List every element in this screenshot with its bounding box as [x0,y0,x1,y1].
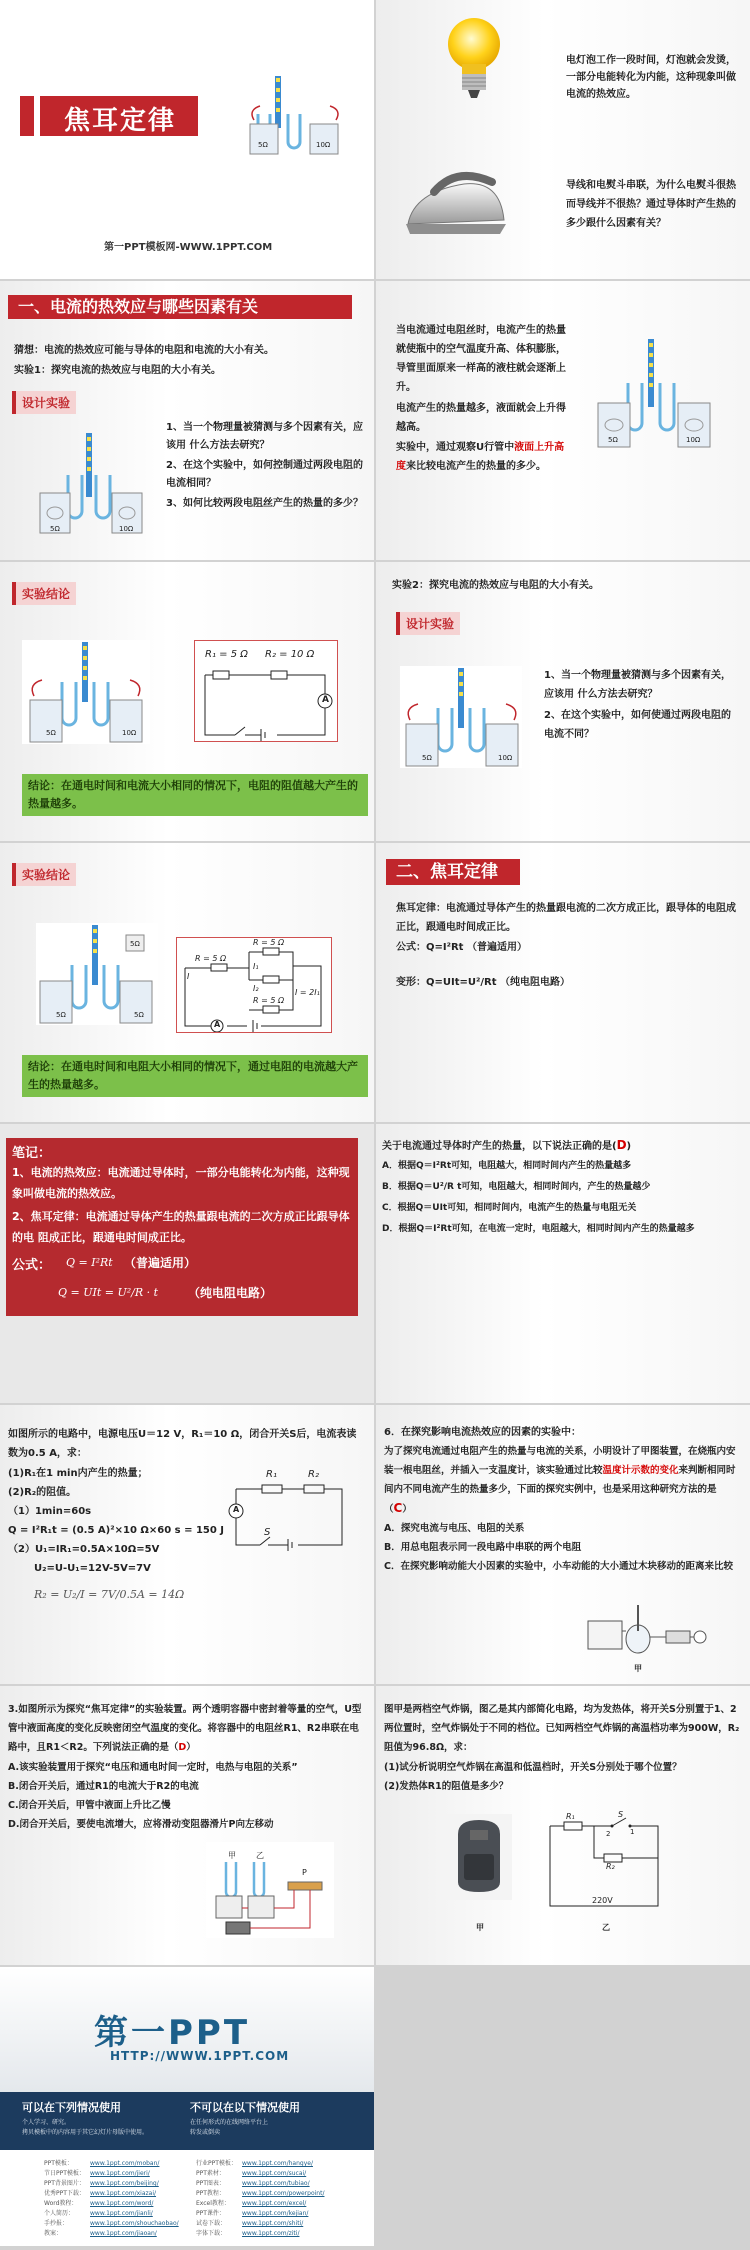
circuit-r1-label: R₁ = 5 Ω [205,649,248,660]
footer-link-left-label: 教案： [44,2230,63,2237]
design-question-2-2: 2、在这个实验中，如何使通过两段电阻的电流不同？ [544,710,731,740]
quiz1-answer: D [616,1138,627,1152]
footer-link-right-label: PPT素材： [196,2170,225,2177]
fryer-q1: (1)试分析说明空气炸锅在高温和低温档时，开关S分别处于哪个位置？ [384,1762,682,1773]
intro-text-iron: 导线和电熨斗串联，为什么电熨斗很热而导线并不很热？通过导体时产生热的多少跟什么因素有关？ [566,180,736,229]
section-header-2: 二、焦耳定律 [386,859,520,885]
flask-apparatus-4 [400,666,522,768]
explanation-line-1: 当电流通过电阻丝时，电流产生的热量就使瓶中的空气温度升高、体积膨胀，导管里面原来一样高的液柱就会逐渐上升。 [396,325,566,393]
calc-line-6: （2）U₁=IR₁=0.5A×10Ω=5V [8,1544,160,1555]
quiz1-close: ) [626,1141,632,1152]
pcircuit-r-mid: R = 5 Ω [195,954,227,963]
fryer-voltage-label: 220V [592,1896,613,1905]
footer-link-right-label: 试卷下载： [196,2220,227,2227]
slide-quiz-6 [376,1405,750,1684]
air-fryer-image [446,1814,512,1900]
quiz3-label-jia: 甲 [228,1851,236,1860]
pcircuit-i1: I₁ [253,962,259,971]
footer-link-left-link[interactable]: www.1ppt.com/jiaoan/ [90,2230,157,2237]
fryer-r2-label: R₂ [606,1862,615,1871]
slide-intro [376,0,750,279]
footer-link-right-row [196,2159,366,2169]
footer-link-left-label: 优秀PPT下载： [44,2190,85,2197]
pcircuit-r-bot: R = 5 Ω [253,996,285,1005]
slide-air-fryer [376,1686,750,1965]
footer-link-left-row [44,2159,194,2169]
flask4-right-label: 10Ω [498,754,513,762]
explanation-highlight: 液面上升高度 [396,442,565,472]
quiz6-option-c: C．在探究影响动能大小因素的实验中，小车动能的大小通过木块移动的距离来比较 [384,1561,733,1572]
calc-line-5: Q = I²R₁t = (0.5 A)²×10 Ω×60 s = 150 J [8,1525,225,1536]
conclusion-tag-1: 实验结论 [12,582,76,605]
flask3-right-label: 10Ω [122,729,137,737]
joule-law-variant: 变形：Q=UIt=U²/Rt （纯电阻电路） [396,977,570,988]
slide-factors [0,281,374,560]
footer-link-right-label: Excel教程： [196,2200,230,2207]
design-experiment-tag-2: 设计实验 [396,612,460,635]
quiz6-title: 6．在探究影响电流热效应的因素的实验中： [384,1427,581,1438]
explanation-line-3a: 实验中，通过观察U行管中 [396,442,515,453]
slide-main-title: 焦耳定律 [64,106,177,136]
footer-link-left-label: 手抄报： [44,2220,69,2227]
conclusion-tag-2: 实验结论 [12,863,76,886]
footer-link-left-row [44,2169,194,2179]
flask-apparatus-1 [36,431,146,535]
note-2-text: 2、焦耳定律：电流通过导体产生的热量跟电流的二次方成正比跟导体的电 阻成正比，跟通电时间成正比。 [12,1210,350,1244]
usage-cannot-1: 在任何形式的在线网络平台上 [190,2119,269,2126]
footer-link-right-row [196,2219,366,2229]
series-circuit-diagram [194,640,338,742]
slide-quiz-1 [376,1124,750,1403]
calc-ammeter-icon: A [233,1505,240,1514]
quiz3-option-a: A.该实验装置用于探究“电压和通电时间一定时，电热与电阻的关系” [8,1762,298,1773]
pcircuit-r-top: R = 5 Ω [253,938,285,947]
footer-link-left-link[interactable]: www.1ppt.com/moban/ [90,2160,160,2167]
footer-link-right-row [196,2189,366,2199]
calc-line-3: (2)R₂的阻值。 [8,1487,77,1498]
quiz6-option-b: B．用总电阻表示同一段电路中串联的两个电阻 [384,1542,582,1553]
footer-link-right-link[interactable]: www.1ppt.com/ziti/ [242,2230,300,2237]
fryer-stem: 图甲是两档空气炸锅，图乙是其内部简化电路，均为发热体，将开关S分别置于1、2两位置时，空气炸锅处于不同的档位。已知两档空气炸锅的高温档功率为900W，R₂阻值为96.8Ω，求： [384,1704,740,1753]
quiz6-stem-a: 为了探究电流通过电阻产生的热量与电流的关系，小明设计了甲图装置，在烧瓶内安装一根电阻丝，并插入一支温度计，该实验通过比较 [384,1446,736,1476]
usage-can-title: 可以在下列情况使用 [22,2101,121,2114]
calc-line-2: (1)R₁在1 min内产生的热量； [8,1468,148,1479]
experiment2-text: 实验2：探究电流的热效应与电阻的大小有关。 [392,580,599,591]
slide-notes [0,1124,374,1403]
quiz1-option-a: A．根据Q＝I²Rt可知，电阻越大，相同时间内产生的热量越多 [382,1161,632,1171]
footer-link-right-label: 字体下载： [196,2230,227,2237]
links-right [196,2159,366,2239]
slide-title [0,0,374,279]
flask3-left-label: 5Ω [46,729,56,737]
slide-subtitle: 第一PPT模板网-WWW.1PPT.COM [104,242,273,253]
footer-logo: 第一PPT [94,2013,251,2053]
formula-2: Q = UIt = U²/R · t [58,1286,159,1299]
design-question-2: 2、在这个实验中，如何控制通过两段电阻的电流相同？ [166,460,363,489]
footer-link-right-link[interactable]: www.1ppt.com/excel/ [242,2200,307,2207]
quiz6-option-a: A．探究电流与电压、电阻的关系 [384,1523,525,1534]
quiz3-stem-a: 3.如图所示为探究“焦耳定律”的实验装置。两个透明容器中密封着等量的空气，U型管中液面高度的变化反映密闭空气温度的变化。将容器中的电阻丝R1、R2串联在电路中，且R1＜R2。下列说法正确的是（ [8,1704,362,1753]
lightbulb-image [442,14,506,102]
note-2 [12,1206,356,1248]
flask5-right-label: 5Ω [134,1011,144,1019]
flask-apparatus-5 [36,923,158,1025]
fryer-circuit-diagram [544,1812,664,1912]
joule-law-text: 焦耳定律：电流通过导体产生的热量跟电流的二次方成正比，跟导体的电阻成正比，跟通电时间成正比。 [396,903,736,933]
slide-quiz-3 [0,1686,374,1965]
quiz3-label-yi: 乙 [256,1851,264,1860]
guess-text: 猜想：电流的热效应可能与导体的电阻和电流的大小有关。 [14,345,274,356]
footer-link-left-label: Word教程： [44,2200,78,2207]
fryer-n2-label: 2 [606,1830,611,1838]
explanation-line-2: 电流产生的热量越多，液面就会上升得越高。 [396,403,566,433]
formula-1: Q = I²Rt [66,1256,113,1269]
slide-joule-law [376,843,750,1122]
slide-copyright [0,1967,374,2246]
footer-link-left-row [44,2179,194,2189]
calc-line-4: （1）1min=60s [8,1506,92,1517]
calc-line-7: U₂=U-U₁=12V-5V=7V [34,1563,151,1574]
footer-link-right-label: 行业PPT模板： [196,2160,237,2167]
flask5-left-label: 5Ω [56,1011,66,1019]
usage-can-2: 拷贝模板中的内容用于其它幻灯片母版中使用。 [22,2129,149,2136]
footer-link-right-link[interactable]: www.1ppt.com/kejian/ [242,2210,309,2217]
conclusion-box-1: 结论：在通电时间和电流大小相同的情况下，电阻的阻值越大产生的热量越多。 [22,774,368,816]
usage-cannot-2: 转发或倒卖 [190,2129,221,2136]
slide-experiment-2 [376,562,750,841]
flask1-left-label: 5Ω [50,525,60,533]
conclusion-box-2: 结论：在通电时间和电阻大小相同的情况下，通过电阻的电流越大产生的热量越多。 [22,1055,368,1097]
footer-link-right-label: PPT图表： [196,2180,225,2187]
footer-link-right-label: PPT课件： [196,2210,225,2217]
footer-link-right-row [196,2209,366,2219]
section-header-1: 一、电流的热效应与哪些因素有关 [8,295,352,319]
pcircuit-ammeter-icon: A [214,1020,221,1029]
quiz1-stem: 关于电流通过导体时产生的热量，以下说法正确的是( [382,1141,617,1152]
note-1-text: 1、电流的热效应：电流通过导体时，一部分电能转化为内能，这种现象叫做电流的热效应。 [12,1166,350,1200]
quiz3-answer: D [178,1742,187,1753]
calc-s-label: S [264,1527,271,1538]
quiz1-option-c: C．根据Q＝UIt可知，相同时间内，电流产生的热量与电阻无关 [382,1203,637,1213]
design-question-1: 1、当一个物理量被猜测与多个因素有关，应该用 什么方法去研究？ [166,422,363,451]
pcircuit-i-right: I = 2I₁ [295,988,320,997]
experiment1-text: 实验1：探究电流的热效应与电阻的大小有关。 [14,365,221,376]
fryer-q2: (2)发热体R1的阻值是多少？ [384,1781,509,1792]
footer-link-left-link[interactable]: www.1ppt.com/word/ [90,2200,154,2207]
fryer-caption-jia: 甲 [476,1923,484,1932]
quiz6-stem-b: 来判断相同时间内不同电流产生的热量多少，下面的探究实例中，也是采用这种研究方法的是（ [384,1465,736,1515]
links-left [44,2159,194,2239]
quiz6-apparatus [582,1601,712,1661]
pcircuit-i2: I₂ [253,984,259,993]
quiz3-stem-b: ） [186,1742,196,1753]
quiz3-option-d: D.闭合开关后，要使电流增大，应将滑动变阻器滑片P向左移动 [8,1819,274,1830]
calc-line-1: 如图所示的电路中，电源电压U＝12 V，R₁＝10 Ω，闭合开关S后，电流表读数为0.5 A，求： [8,1429,357,1459]
usage-can-1: 个人学习、研究。 [22,2119,71,2126]
quiz6-caption: 甲 [634,1664,642,1673]
title-banner-accent [20,96,34,136]
parallel-circuit-diagram [176,937,332,1033]
flask-apparatus-2 [594,337,714,449]
footer-link-right-row [196,2229,366,2239]
flask5-top-label: 5Ω [130,940,140,948]
footer-link-left-row [44,2219,194,2229]
slide-conclusion-2 [0,843,374,1122]
quiz3-option-c: C.闭合开关后，甲管中液面上升比乙慢 [8,1800,171,1811]
formula-1-note: （普遍适用） [124,1256,197,1270]
title-flask-right-label: 10Ω [316,141,331,149]
footer-link-right-row [196,2179,366,2189]
formula-label: 公式： [12,1258,52,1273]
footer-link-right-link[interactable]: www.1ppt.com/powerpoint/ [242,2190,325,2197]
footer-link-left-link[interactable]: www.1ppt.com/beijing/ [90,2180,159,2187]
footer-link-right-label: PPT教程： [196,2190,225,2197]
calc-circuit-diagram [228,1465,348,1555]
footer-link-left-label: PPT背景图片： [44,2180,85,2187]
ammeter-icon: A [322,695,329,705]
note-1 [12,1162,356,1204]
fryer-n1-label: 1 [630,1828,635,1836]
footer-link-left-link[interactable]: www.1ppt.com/shouchaobao/ [90,2220,179,2227]
quiz6-stem [384,1442,744,1519]
formula-2-note: （纯电阻电路） [188,1286,273,1300]
quiz6-stem-c: ） [402,1504,412,1515]
explanation-line-3b: 来比较电流产生的热量的多少。 [406,461,546,472]
quiz3-label-p: P [302,1868,307,1877]
slide-conclusion-1 [0,562,374,841]
quiz1-question [382,1136,742,1156]
calc-r1-label: R₁ [266,1469,277,1480]
explanation-line-3 [396,438,571,476]
footer-link-right-link[interactable]: www.1ppt.com/sucai/ [242,2170,307,2177]
footer-link-left-row [44,2189,194,2199]
quiz3-option-b: B.闭合开关后，通过R1的电流大于R2的电流 [8,1781,199,1792]
quiz3-stem [8,1700,366,1757]
design-question-3: 3、如何比较两段电阻丝产生的热量的多少？ [166,498,363,509]
footer-link-left-row [44,2209,194,2219]
joule-law-formula: 公式：Q=I²Rt （普遍适用） [396,942,527,953]
calc-line-8: R₂ = U₂/I = 7V/0.5A = 14Ω [34,1588,185,1601]
slide-calculation [0,1405,374,1684]
footer-link-left-label: PPT模板： [44,2160,73,2167]
footer-link-left-link[interactable]: www.1ppt.com/xiazai/ [90,2190,157,2197]
fryer-r1-label: R₁ [566,1812,575,1821]
footer-link-left-row [44,2199,194,2209]
iron-image [404,162,508,242]
footer-link-right-row [196,2199,366,2209]
flask2-right-label: 10Ω [686,436,701,444]
flask2-left-label: 5Ω [608,436,618,444]
quiz6-answer: C [393,1501,403,1515]
quiz6-highlight: 温度计示数的变化 [602,1465,679,1476]
title-flask-left-label: 5Ω [258,141,268,149]
footer-link-left-row [44,2229,194,2239]
fryer-caption-yi: 乙 [602,1923,610,1932]
fryer-s-label: S [618,1810,624,1819]
flask4-left-label: 5Ω [422,754,432,762]
footer-link-right-link[interactable]: www.1ppt.com/tubiao/ [242,2180,310,2187]
calc-r2-label: R₂ [308,1469,319,1480]
footer-link-left-link[interactable]: www.1ppt.com/jianli/ [90,2210,153,2217]
empty-cell [376,1967,750,2250]
flask1-right-label: 10Ω [119,525,134,533]
design-experiment-tag: 设计实验 [12,391,76,414]
footer-link-left-label: 节日PPT模板： [44,2170,85,2177]
slide-explanation [376,281,750,560]
quiz1-option-b: B．根据Q＝U²/R t可知，电阻越大，相同时间内，产生的热量越少 [382,1182,651,1192]
footer-url: HTTP://WWW.1PPT.COM [110,2049,290,2063]
intro-text-bulb: 电灯泡工作一段时间，灯泡就会发烫，一部分电能转化为内能，这种现象叫做电流的热效应。 [566,55,736,100]
quiz3-apparatus [206,1842,334,1938]
footer-link-left-link[interactable]: www.1ppt.com/jieri/ [90,2170,150,2177]
usage-cannot-title: 不可以在以下情况使用 [190,2101,300,2114]
pcircuit-i-left: I [187,972,190,981]
design-question-2-1: 1、当一个物理量被猜测与多个因素有关，应该用 什么方法去研究？ [544,670,731,700]
footer-link-left-label: 个人简历： [44,2210,75,2217]
footer-link-right-row [196,2169,366,2179]
footer-link-right-link[interactable]: www.1ppt.com/shiti/ [242,2220,304,2227]
notes-heading: 笔记： [12,1146,52,1161]
footer-link-right-link[interactable]: www.1ppt.com/hangye/ [242,2160,313,2167]
quiz1-option-d: D．根据Q＝I²Rt可知，在电流一定时，电阻越大，相同时间内产生的热量越多 [382,1224,695,1234]
circuit-r2-label: R₂ = 10 Ω [265,649,315,660]
